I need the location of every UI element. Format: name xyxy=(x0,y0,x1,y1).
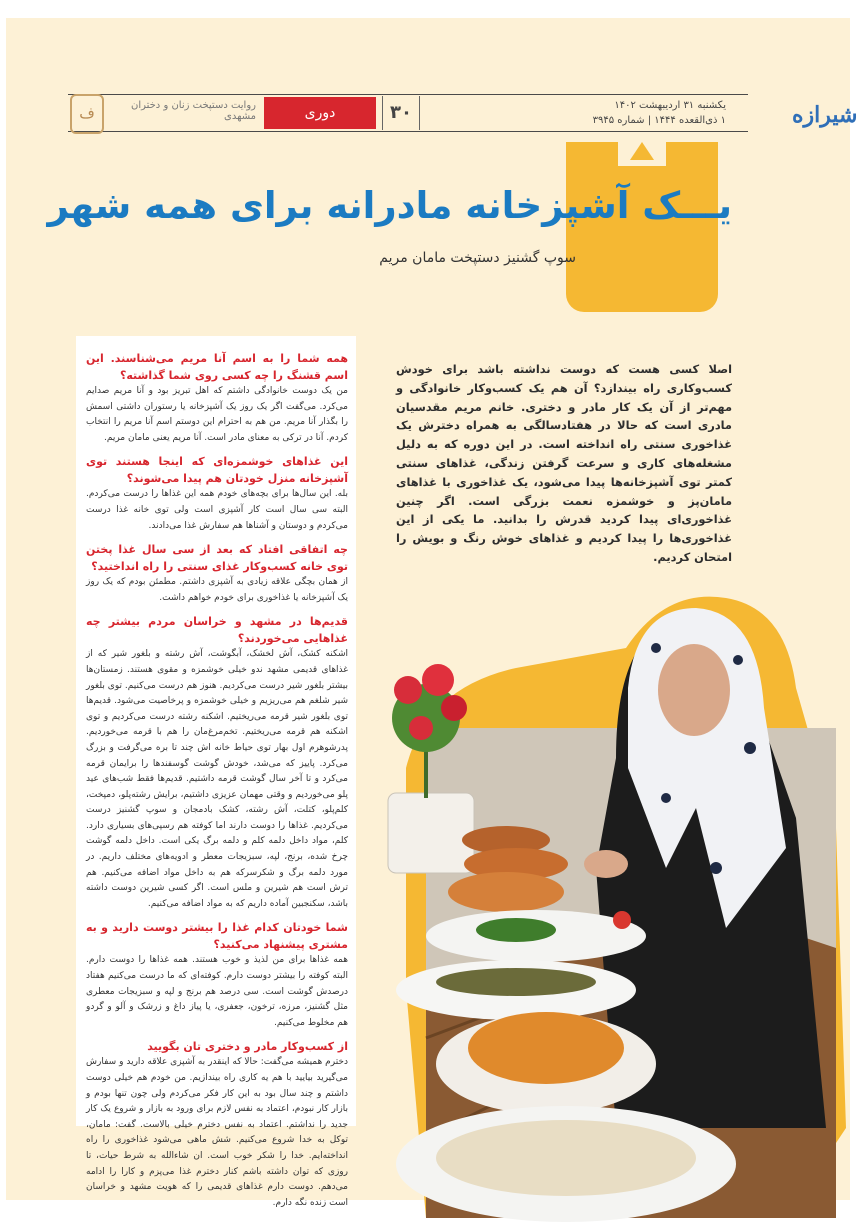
interview-column xyxy=(76,336,356,1208)
food-bowl xyxy=(448,872,564,912)
answer: از همان بچگی علاقه زیادی به آشپزی داشتم. مطمئن بودم که یک روز یک آشپزخانه یا غذاخوری برای خودم خواهم داشت. xyxy=(86,577,348,603)
title-accent-box xyxy=(566,142,718,312)
date-line-2: ۱ ذی‌القعده ۱۴۴۴ | شماره ۳۹۴۵ xyxy=(592,115,726,126)
section-label: دوری xyxy=(264,97,376,129)
question: از کسب‌وکار مادر و دختری تان بگویید xyxy=(147,1040,348,1054)
column-logo-icon: ف xyxy=(70,94,104,134)
fried-pastry xyxy=(468,1012,624,1084)
answer: اشکنه کشک، آش لخشک، آبگوشت، آش رشته و بلغور شیر که از غذاهای قدیمی مشهد ندو خیلی خوشمزه و مقوی هستند. زمستان‌ها بیشتر بلغور شیر درست می‌کردیم. هنوز هم درست می‌کنیم. توی بلغور شیر شلغم هم می‌ریزیم و خیلی خوشمزه و پرخاصیت می‌شود. قدیم‌ها توی بلغور شیر قرمه می‌ریختیم. اشکنه رشته درست می‌کردیم و توی اشکنه هم قرمه می‌ریختیم. تخم‌مرغ‌مان را هم با قرمه می‌خوردیم. پدرشوهرم اول بهار توی حیاط خانه اش چند تا بره می‌گرفت و بزرگ می‌کرد. پاییز که می‌شد، خودش گوشت گوسفندها را برایمان قرمه می‌کرد و تا آخر سال گوشت قرمه داشتیم. قدیم‌ها فقط شب‌های عید پلو می‌خوردیم و وقتی مهمان عزیزی داشتیم، برایش رشته‌پلو، دمپخت، کلم‌پلو، کتلت، آش رشته، کشک بادمجان و سوپ گشنیز درست می‌کردیم. غذاها را دوست دارند اما کوفته هم رسپی‌های بسیاری دارد. کلم، مواد داخل دلمه کلم و دلمه برگ یکی است. داخل دلمه گوشت چرخ شده، برنج، لپه، سبزیجات معطر و ادویه‌های مختلف داریم. در مورد دلمه برگ و شکرسرکه هم به داخل مواد اضافه می‌کنیم. هم ترش است هم شیرین و ملس است. اگر کسی شیرین دوست داشته باشد، سکنجبین آماده داریم که به مواد اضافه می‌کنیم. xyxy=(86,649,348,909)
title-box-pointer xyxy=(630,142,654,160)
scarf-dot xyxy=(744,742,756,754)
question: چه اتفاقی افتاد که بعد از سی سال غذا پختن توی خانه کسب‌وکار غذای سنتی را راه انداختید؟ xyxy=(86,543,348,574)
issue-date xyxy=(476,98,726,128)
woman-hand xyxy=(584,850,628,878)
tomato xyxy=(613,911,631,929)
flower-pot xyxy=(388,793,474,873)
question: همه شما را به اسم آنا مریم می‌شناسند. این اسم قشنگ را چه کسی روی شما گذاشته؟ xyxy=(86,352,348,382)
interview-body xyxy=(86,350,348,1218)
page-number: ۳۰ xyxy=(382,96,420,130)
question: شما خودتان کدام غذا را بیشتر دوست دارید و به مشتری پیشنهاد می‌کنید؟ xyxy=(86,921,348,952)
geranium-flower xyxy=(422,664,454,696)
magazine-page xyxy=(6,18,858,1208)
geranium-flower xyxy=(441,695,467,721)
newspaper-logo: شیرازه xyxy=(792,102,858,128)
dolma xyxy=(436,968,596,996)
answer: همه غذاها برای من لذیذ و خوب هستند. همه غذاها را دوست دارم. البته کوفته را بیشتر دوست دارم. کوفته‌ای که ما درست می‌کنیم هفتاد درصدش گوشت است. سی درصد هم برنج و لپه و سبزیجات معطری مثل گشنیز، مرزه، ترخون، جعفری، یا پیاز داغ و زرشک و آلو و گردو هم مخلوط می‌کنیم. xyxy=(86,955,348,1028)
date-line-1: یکشنبه ۳۱ اردیبهشت ۱۴۰۲ xyxy=(614,100,726,111)
article-intro: اصلا کسی هست که دوست نداشته باشد برای خودش کسب‌وکاری راه بیندازد؟ آن هم یک کسب‌وکار خانوادگی و مهم‌تر از آن یک کار مادر و دختری. خانم مریم مقدسیان مادری است که حالا در هفتادسالگی به همراه دخترش یک غذاخوری سنتی راه انداخته است. در این دوره که به دلیل مشغله‌های کاری و سرعت گرفتن زندگی، غذاهای سنتی کمتر توی آشپزخانه‌ها پیدا می‌شود، یک غذاخوری با غذاهای مامان‌پز و خوشمزه نعمت بزرگی است. اگر چنین غذاخوری‌ای پیدا کردید قدرش را بدانید. ما یکی از این غذاخوری‌ها را پیدا کردیم و غذاهای خوش رنگ و بویش را امتحان کردیم. xyxy=(396,362,732,564)
soup xyxy=(436,1120,696,1196)
answer: دخترم همیشه می‌گفت: حالا که اینقدر به آشپزی علاقه دارید و سفارش می‌گیرید بیایید با هم یه کاری راه بیندازیم. من خودم هم خیلی دوست داشتم و چند سال بود به این کار فکر می‌کردم ولی چون تنها بودم و بازار کار نبودم، اعتماد به نفس لازم برای ورود به بازار و شروع یک کار جدید را نداشتم. اعتماد به نفس دخترم خیلی بالاست. گفت: مامان، توکل به خدا شروع می‌کنیم. شش ماهی می‌شود غذاخوری را راه انداخته‌ایم. خدا را شکر خوب است. ان شاءالله به شرط حیات، تا روزی که توان داشته باشم کنار دخترم غذا می‌پزم و کارا را ادامه می‌دهم. دوست دارم غذاهای قدیمی را که هویت مشهد و خراسان است زنده نگه دارم. xyxy=(86,1057,348,1208)
header-bottom-rule xyxy=(68,131,748,132)
header-top-rule xyxy=(68,94,748,95)
article-photo xyxy=(366,568,856,1218)
scarf-dot xyxy=(651,643,661,653)
answer: بله. این سال‌ها برای بچه‌های خودم همه این غذاها را درست می‌کردم. البته سی سال است کار آشپزی است ولی توی خانه غذا درست می‌کردم و دوستان و آشناها هم سفارش غذا می‌دادند. xyxy=(86,489,348,531)
scarf-dot xyxy=(710,862,722,874)
geranium-flower xyxy=(409,716,433,740)
scarf-dot xyxy=(661,793,671,803)
herbs xyxy=(476,918,556,942)
column-name: روایت دستپخت زنان و دختران مشهدی xyxy=(130,100,256,122)
woman-face xyxy=(658,644,730,736)
answer: من یک دوست خانوادگی داشتم که اهل تبریز بود و آنا مریم صدایم می‌کرد. می‌گفت اگر یک روز یک آشپزخانه یا رستوران داشتی اسمش را بگذار آنا مریم. من هم به احترام این دوستم اسم آنا مریم را انتخاب کردم. آنا در ترکی به معنای مادر است. آنا مریم یعنی مامان مریم. xyxy=(86,386,348,443)
geranium-flower xyxy=(394,676,422,704)
scarf-dot xyxy=(733,655,743,665)
question: این غذاهای خوشمزه‌ای که اینجا هستند توی آشپزخانه منزل خودتان هم پیدا می‌شوند؟ xyxy=(86,455,348,486)
article-title: یـــک آشپزخانه مادرانه برای همه شهر xyxy=(47,184,732,227)
question: قدیم‌ها در مشهد و خراسان مردم بیشتر چه غذاهایی می‌خوردند؟ xyxy=(86,615,348,646)
article-subtitle: سوپ گشنیز دستپخت مامان مریم xyxy=(379,250,576,266)
photo-illustration xyxy=(366,568,856,1218)
